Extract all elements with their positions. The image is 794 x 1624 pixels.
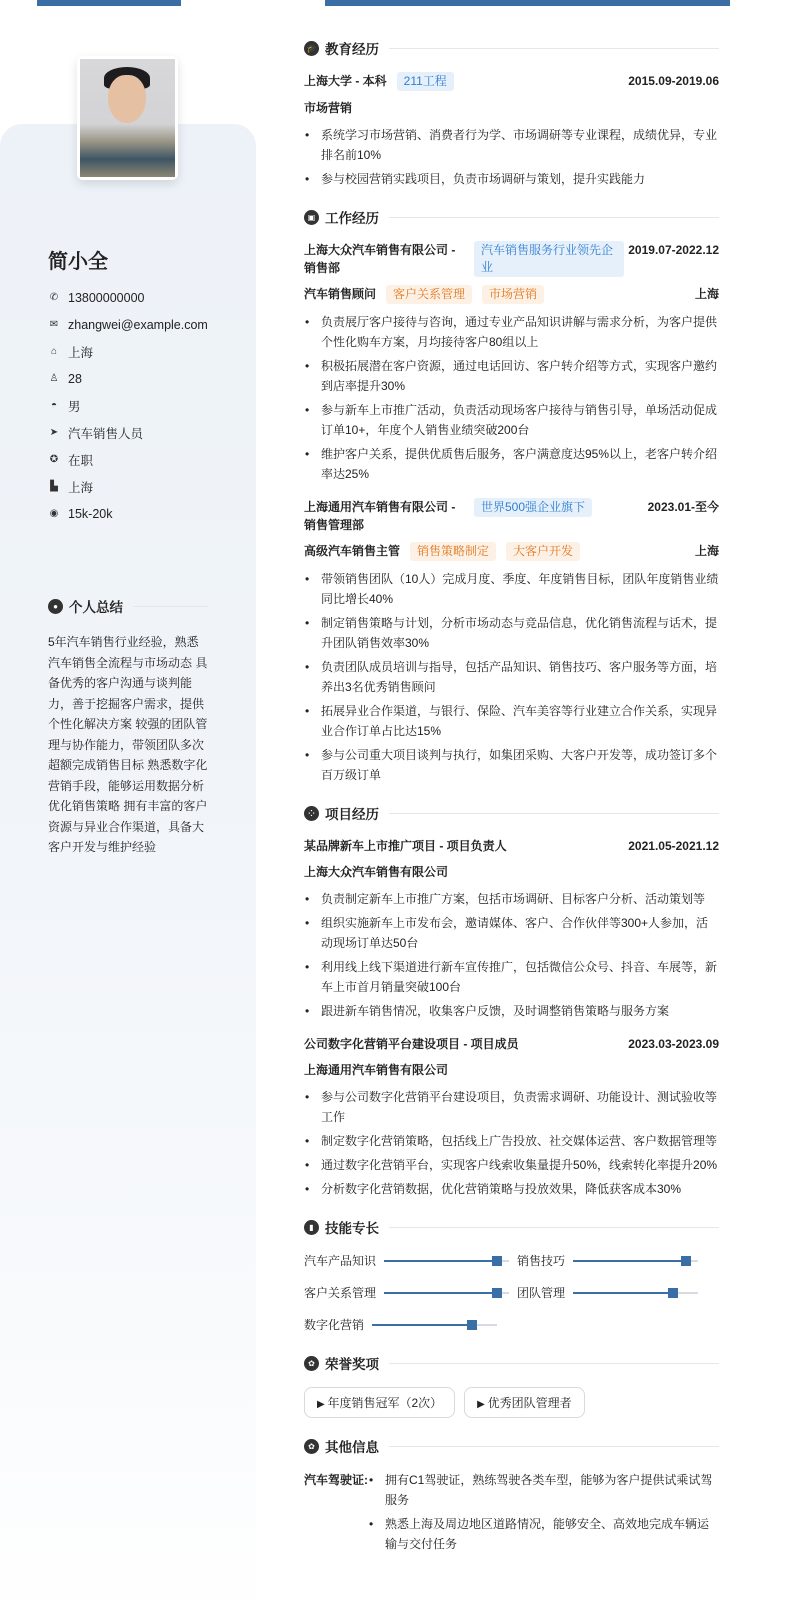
top-accent-right bbox=[325, 0, 730, 6]
bullet-item: • 熟悉上海及周边地区道路情况，能够安全、高效地完成车辆运输与交付任务 bbox=[368, 1514, 719, 1554]
entry-title-group bbox=[304, 498, 592, 534]
play-icon: ▶ bbox=[477, 1399, 488, 1410]
entry-date: 2021.05-2021.12 bbox=[628, 839, 719, 853]
entry-date: 2019.07-2022.12 bbox=[628, 243, 719, 257]
grid-icon: ⁘ bbox=[304, 806, 319, 821]
bullet-item: • 参与公司数字化营销平台建设项目，负责需求调研、功能设计、测试验收等工作 bbox=[304, 1087, 719, 1127]
bullet-item: • 积极拓展潜在客户资源，通过电话回访、客户转介绍等方式，实现客户邀约到店率提升30% bbox=[304, 356, 719, 396]
info-row bbox=[48, 500, 208, 527]
skill-level-fill bbox=[384, 1292, 497, 1294]
section-header bbox=[304, 1436, 719, 1456]
bullet-item: • 参与校园营销实践项目，负责市场调研与策划，提升实践能力 bbox=[304, 169, 719, 189]
skill-level-handle bbox=[467, 1320, 477, 1330]
entry-subheader bbox=[304, 99, 719, 117]
bullet-list bbox=[304, 889, 719, 1021]
bullet-item: • 跟进新车销售情况，收集客户反馈，及时调整销售策略与服务方案 bbox=[304, 1001, 719, 1021]
bullet-item: • 参与公司重大项目谈判与执行，如集团采购、大客户开发等，成功签订多个百万级订单 bbox=[304, 745, 719, 785]
section-header bbox=[304, 1217, 719, 1237]
awards-list bbox=[304, 1387, 719, 1418]
entry-header bbox=[304, 837, 719, 855]
section-title: 项目经历 bbox=[325, 807, 379, 822]
bullet-list bbox=[304, 569, 719, 785]
info-text: zhangwei@example.com bbox=[68, 317, 208, 332]
award-item bbox=[304, 1387, 455, 1418]
divider bbox=[389, 1227, 719, 1228]
summary-section bbox=[48, 596, 208, 858]
bullet-item: • 负责展厅客户接待与咨询，通过专业产品知识讲解与需求分析，为客户提供个性化购车方案，月均接待客户80组以上 bbox=[304, 312, 719, 352]
bullet-item: • 通过数字化营销平台，实现客户线索收集量提升50%，线索转化率提升20% bbox=[304, 1155, 719, 1175]
entry-header bbox=[304, 241, 719, 277]
section-title: 工作经历 bbox=[325, 211, 379, 226]
entry-location: 上海 bbox=[694, 287, 719, 301]
bullet-item: • 拥有C1驾驶证，熟练驾驶各类车型，能够为客户提供试乘试驾服务 bbox=[368, 1470, 719, 1510]
candidate-name: 简小全 bbox=[48, 251, 108, 273]
tag: 211工程 bbox=[397, 72, 454, 91]
top-accent-left bbox=[37, 0, 181, 6]
entry bbox=[304, 1035, 719, 1199]
skills-section bbox=[304, 1217, 719, 1335]
bullet-item: • 负责制定新车上市推广方案，包括市场调研、目标客户分析、活动策划等 bbox=[304, 889, 719, 909]
skill-level-fill bbox=[573, 1260, 686, 1262]
skill-name: 销售技巧 bbox=[517, 1254, 566, 1268]
skill-level-handle bbox=[492, 1288, 502, 1298]
entry bbox=[304, 72, 719, 189]
entry-subtitle: 上海通用汽车销售有限公司 bbox=[304, 1063, 449, 1077]
salary-icon: ◉ bbox=[49, 508, 59, 519]
bullet-item: • 系统学习市场营销、消费者行为学、市场调研等专业课程，成绩优异，专业排名前10% bbox=[304, 125, 719, 165]
entry-title: 上海大众汽车销售有限公司 - 销售部 bbox=[304, 243, 456, 275]
info-text: 15k-20k bbox=[68, 506, 113, 521]
entry-title: 上海大学 - 本科 bbox=[304, 74, 387, 88]
skill-name: 数字化营销 bbox=[304, 1318, 365, 1332]
building-icon: ▙ bbox=[50, 481, 58, 492]
section-title: 其他信息 bbox=[325, 1440, 379, 1455]
entry-title-group bbox=[304, 1035, 519, 1053]
info-text: 男 bbox=[68, 399, 81, 414]
bullet-item: • 拓展异业合作渠道，与银行、保险、汽车美容等行业建立合作关系，实现异业合作订单占比达15% bbox=[304, 701, 719, 741]
section-header bbox=[304, 1353, 719, 1373]
other-section bbox=[304, 1436, 719, 1558]
divider bbox=[389, 813, 719, 814]
main-column bbox=[304, 38, 719, 1576]
info-row bbox=[48, 311, 208, 338]
entry-subheader bbox=[304, 863, 719, 881]
bullet-item: • 制定数字化营销策略，包括线上广告投放、社交媒体运营、客户数据管理等 bbox=[304, 1131, 719, 1151]
entry-header bbox=[304, 498, 719, 534]
section-title: 技能专长 bbox=[325, 1221, 379, 1236]
award-text: 优秀团队管理者 bbox=[487, 1396, 572, 1410]
gender-icon: ◓ bbox=[50, 400, 58, 411]
chart-icon: ▮ bbox=[304, 1220, 319, 1235]
info-row bbox=[48, 284, 208, 311]
info-row bbox=[48, 419, 208, 446]
bullet-item: • 制定销售策略与计划，分析市场动态与竞品信息，优化销售流程与话术，提升团队销售效率30% bbox=[304, 613, 719, 653]
skill-level-fill bbox=[384, 1260, 497, 1262]
section-title: 荣誉奖项 bbox=[325, 1357, 379, 1372]
tag: 市场营销 bbox=[482, 285, 544, 304]
other-label: 汽车驾驶证: bbox=[304, 1473, 368, 1487]
section-header bbox=[304, 803, 719, 823]
subtitle-group bbox=[304, 863, 448, 881]
entry-title-group bbox=[304, 837, 507, 855]
skill-name: 客户关系管理 bbox=[304, 1286, 377, 1300]
entry-title: 某品牌新车上市推广项目 - 项目负责人 bbox=[304, 839, 507, 853]
summary-text: 5年汽车销售行业经验，熟悉汽车销售全流程与市场动态 具备优秀的客户沟通与谈判能力，善于挖掘客户需求，提供个性化解决方案 较强的团队管理与协作能力，带领团队多次超额完成销售目标 熟悉数字化营销手段，能够运用数据分析优化销售策略 拥有丰富的客户资源与异业合作渠道，具备大客户开发与维护经验 bbox=[48, 635, 208, 854]
award-icon: ✿ bbox=[304, 1356, 319, 1371]
entry-subtitle: 上海大众汽车销售有限公司 bbox=[304, 865, 449, 879]
avatar bbox=[77, 56, 178, 180]
play-icon: ▶ bbox=[317, 1399, 328, 1410]
tag: 大客户开发 bbox=[506, 542, 580, 561]
awards-section bbox=[304, 1353, 719, 1418]
section-title: 个人总结 bbox=[69, 600, 123, 615]
section-title: 教育经历 bbox=[325, 42, 379, 57]
award-item bbox=[464, 1387, 584, 1418]
entry-title-group bbox=[304, 241, 624, 277]
tag: 销售策略制定 bbox=[410, 542, 496, 561]
skill-item bbox=[304, 1283, 517, 1303]
subtitle-group bbox=[304, 1061, 448, 1079]
briefcase-icon: ▣ bbox=[304, 210, 319, 225]
entry-header bbox=[304, 1035, 719, 1053]
entry-subheader bbox=[304, 1061, 719, 1079]
entry-subtitle: 汽车销售顾问 bbox=[304, 287, 377, 301]
entry-location: 上海 bbox=[694, 544, 719, 558]
info-text: 上海 bbox=[68, 480, 94, 495]
subtitle-group bbox=[304, 99, 352, 117]
skill-level-bar bbox=[372, 1324, 497, 1326]
skill-level-bar bbox=[573, 1292, 698, 1294]
skill-item bbox=[517, 1283, 717, 1303]
skill-level-handle bbox=[668, 1288, 678, 1298]
bullet-list bbox=[304, 125, 719, 189]
entry-subtitle: 市场营销 bbox=[304, 101, 353, 115]
divider bbox=[389, 1446, 719, 1447]
divider bbox=[389, 48, 719, 49]
skill-name: 团队管理 bbox=[517, 1286, 566, 1300]
info-row bbox=[48, 338, 208, 365]
skill-level-handle bbox=[492, 1256, 502, 1266]
subtitle-group bbox=[304, 285, 544, 304]
info-text: 28 bbox=[68, 371, 82, 386]
skill-name: 汽车产品知识 bbox=[304, 1254, 377, 1268]
tag: 客户关系管理 bbox=[386, 285, 472, 304]
bullet-item: • 维护客户关系，提供优质售后服务，客户满意度达95%以上，老客户转介绍率达25% bbox=[304, 444, 719, 484]
info-row bbox=[48, 365, 208, 392]
info-text: 在职 bbox=[68, 453, 94, 468]
entry-date: 2023.01-至今 bbox=[647, 500, 719, 514]
other-info bbox=[304, 1470, 719, 1558]
bullet-item: • 带领销售团队（10人）完成月度、季度、年度销售目标，团队年度销售业绩同比增长40% bbox=[304, 569, 719, 609]
skill-level-fill bbox=[573, 1292, 673, 1294]
bullet-list bbox=[304, 1087, 719, 1199]
entry bbox=[304, 241, 719, 484]
entry-title: 上海通用汽车销售有限公司 - 销售管理部 bbox=[304, 500, 456, 532]
phone-icon: ✆ bbox=[49, 292, 59, 303]
entry-title-group bbox=[304, 72, 454, 91]
award-text: 年度销售冠军（2次） bbox=[327, 1396, 443, 1410]
send-icon: ➤ bbox=[49, 427, 59, 438]
entry bbox=[304, 498, 719, 785]
cake-icon: ♙ bbox=[49, 373, 59, 384]
skill-level-bar bbox=[384, 1260, 509, 1262]
skills-grid bbox=[304, 1251, 719, 1335]
bullet-item: • 分析数字化营销数据，优化营销策略与投放效果，降低获客成本30% bbox=[304, 1179, 719, 1199]
entry-subtitle: 高级汽车销售主管 bbox=[304, 544, 401, 558]
skill-item bbox=[304, 1251, 517, 1271]
entry-date: 2023.03-2023.09 bbox=[628, 1037, 719, 1051]
entry-subheader bbox=[304, 285, 719, 304]
skill-level-bar bbox=[573, 1260, 698, 1262]
skill-level-fill bbox=[372, 1324, 472, 1326]
subtitle-group bbox=[304, 542, 580, 561]
projects-section bbox=[304, 803, 719, 1199]
info-row bbox=[48, 473, 208, 500]
entry-date: 2015.09-2019.06 bbox=[628, 74, 719, 88]
divider bbox=[389, 217, 719, 218]
entry-title: 公司数字化营销平台建设项目 - 项目成员 bbox=[304, 1037, 519, 1051]
info-text: 13800000000 bbox=[68, 290, 145, 305]
skill-item bbox=[304, 1315, 517, 1335]
skill-level-bar bbox=[384, 1292, 509, 1294]
divider bbox=[389, 1363, 719, 1364]
bullet-item: • 参与新车上市推广活动，负责活动现场客户接待与销售引导，单场活动促成订单10+，年度个人销售业绩突破200台 bbox=[304, 400, 719, 440]
tag: 世界500强企业旗下 bbox=[474, 498, 592, 517]
skill-item bbox=[517, 1251, 717, 1271]
info-icon: ✿ bbox=[304, 1439, 319, 1454]
contact-info bbox=[48, 284, 208, 527]
bullet-list bbox=[304, 312, 719, 484]
graduation-cap-icon: 🎓 bbox=[304, 41, 319, 56]
bullet-item: • 负责团队成员培训与指导，包括产品知识、销售技巧、客户服务等方面，培养出3名优秀销售顾问 bbox=[304, 657, 719, 697]
skill-level-handle bbox=[681, 1256, 691, 1266]
bullet-item: • 组织实施新车上市发布会，邀请媒体、客户、合作伙伴等300+人参加，活动现场订单达50台 bbox=[304, 913, 719, 953]
user-icon: ● bbox=[48, 599, 63, 614]
education-section bbox=[304, 38, 719, 189]
home-icon: ⌂ bbox=[50, 346, 58, 357]
info-text: 上海 bbox=[68, 345, 94, 360]
entry bbox=[304, 837, 719, 1021]
work-section bbox=[304, 207, 719, 785]
info-row bbox=[48, 446, 208, 473]
bullet-list bbox=[368, 1470, 719, 1558]
info-row bbox=[48, 392, 208, 419]
section-header bbox=[304, 38, 719, 58]
entry-subheader bbox=[304, 542, 719, 561]
tag: 汽车销售服务行业领先企业 bbox=[474, 241, 624, 277]
bullet-item: • 利用线上线下渠道进行新车宣传推广，包括微信公众号、抖音、车展等，新车上市首月销量突破100台 bbox=[304, 957, 719, 997]
section-header bbox=[304, 207, 719, 227]
mail-icon: ✉ bbox=[49, 319, 59, 330]
info-text: 汽车销售人员 bbox=[68, 426, 144, 441]
status-icon: ✪ bbox=[49, 454, 59, 465]
entry-header bbox=[304, 72, 719, 91]
